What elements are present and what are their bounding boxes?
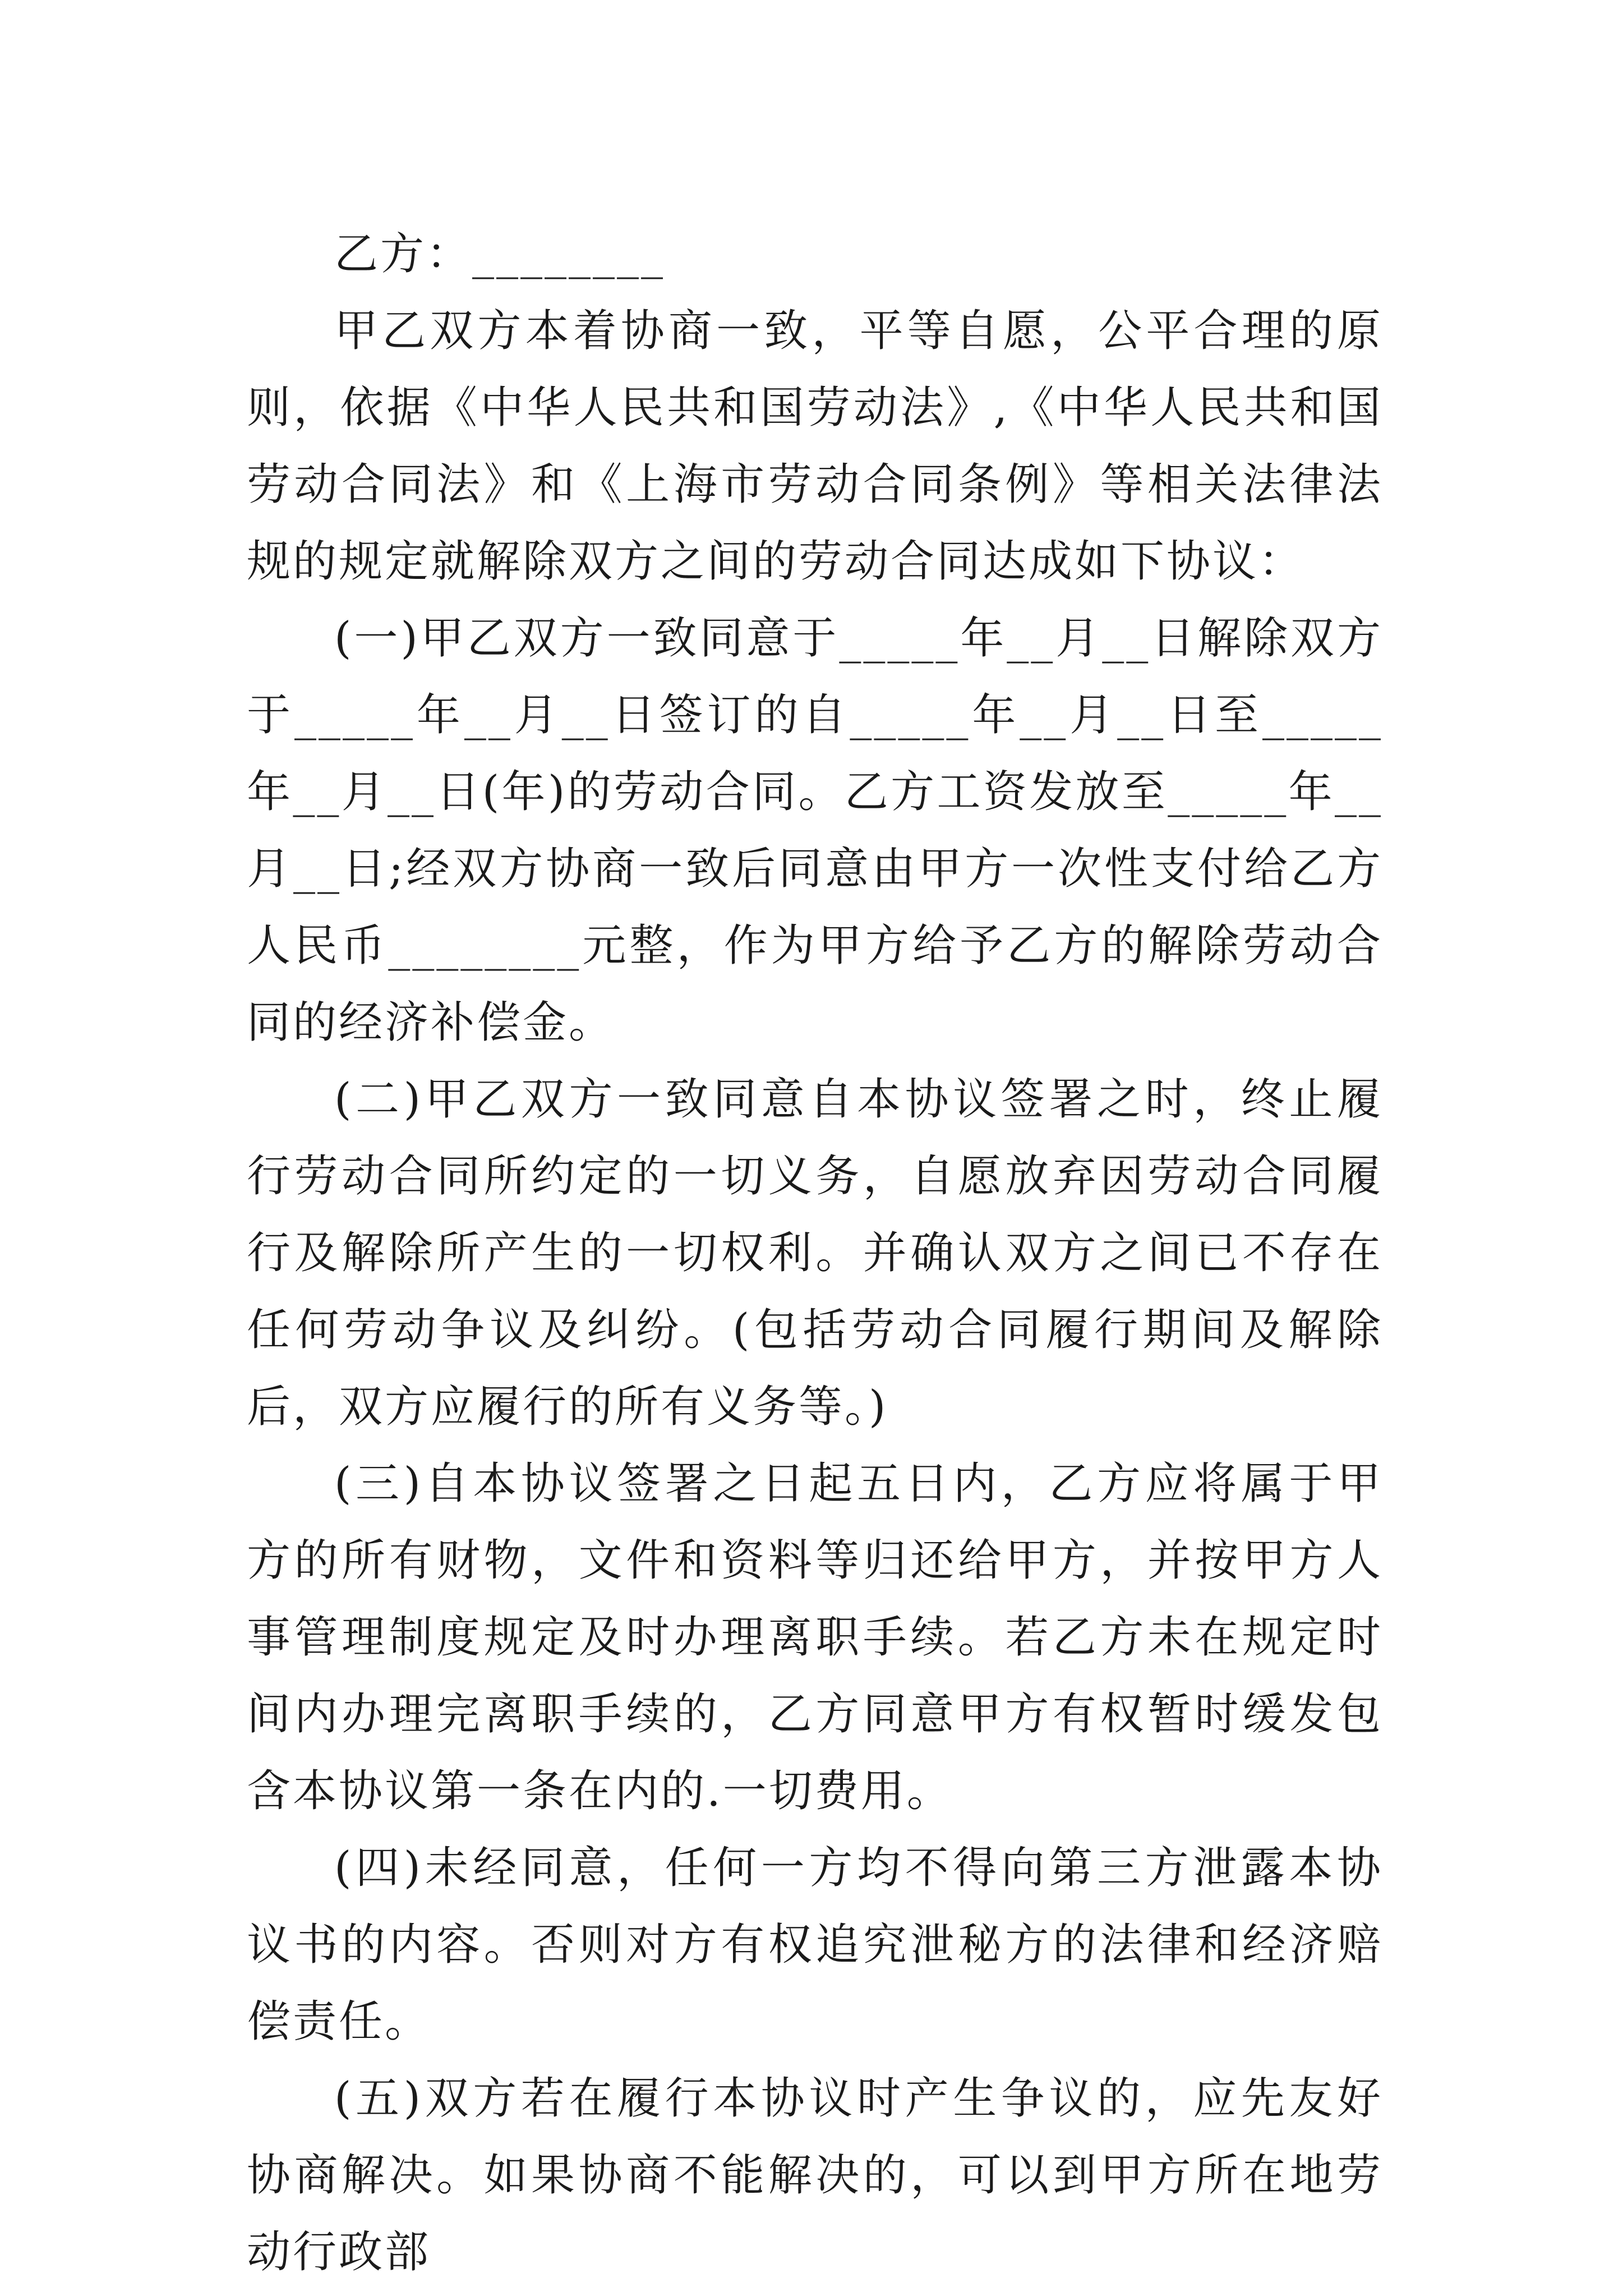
clause-2: (二)甲乙双方一致同意自本协议签署之时，终止履行劳动合同所约定的一切义务，自愿放弃因劳动合同履行及解除所产生的一切权利。并确认双方之间已不存在任何劳动争议及纠纷。(包括劳动合同履行期间及解除后，双方应履行的所有义务等。) <box>247 1074 1383 1432</box>
clause-1: (一)甲乙双方一致同意于_____年__月__日解除双方于_____年__月__日签订的自_____年__月__日至_____年__月__日(年)的劳动合同。乙方工资发放至_____年__月__日;经双方协商一致后同意由甲方一次性支付给乙方人民币________元整，作为甲方给予乙方的解除劳动合同的经济补偿金。 <box>247 613 1383 1048</box>
clause-3: (三)自本协议签署之日起五日内，乙方应将属于甲方的所有财物，文件和资料等归还给甲方，并按甲方人事管理制度规定及时办理离职手续。若乙方未在规定时间内办理完离职手续的，乙方同意甲方有权暂时缓发包含本协议第一条在内的.一切费用。 <box>247 1458 1383 1816</box>
party-b-line: 乙方：________ <box>334 229 666 279</box>
clause-4: (四)未经同意，任何一方均不得向第三方泄露本协议书的内容。否则对方有权追究泄秘方的法律和经济赔偿责任。 <box>247 1843 1383 2047</box>
clause-5: (五)双方若在履行本协议时产生争议的，应先友好协商解决。如果协商不能解决的，可以到甲方所在地劳动行政部 <box>247 2073 1383 2277</box>
document-body <box>247 216 1383 2291</box>
intro-paragraph: 甲乙双方本着协商一致，平等自愿，公平合理的原则，依据《中华人民共和国劳动法》,《中华人民共和国劳动合同法》和《上海市劳动合同条例》等相关法律法规的规定就解除双方之间的劳动合同达成如下协议： <box>247 306 1383 587</box>
